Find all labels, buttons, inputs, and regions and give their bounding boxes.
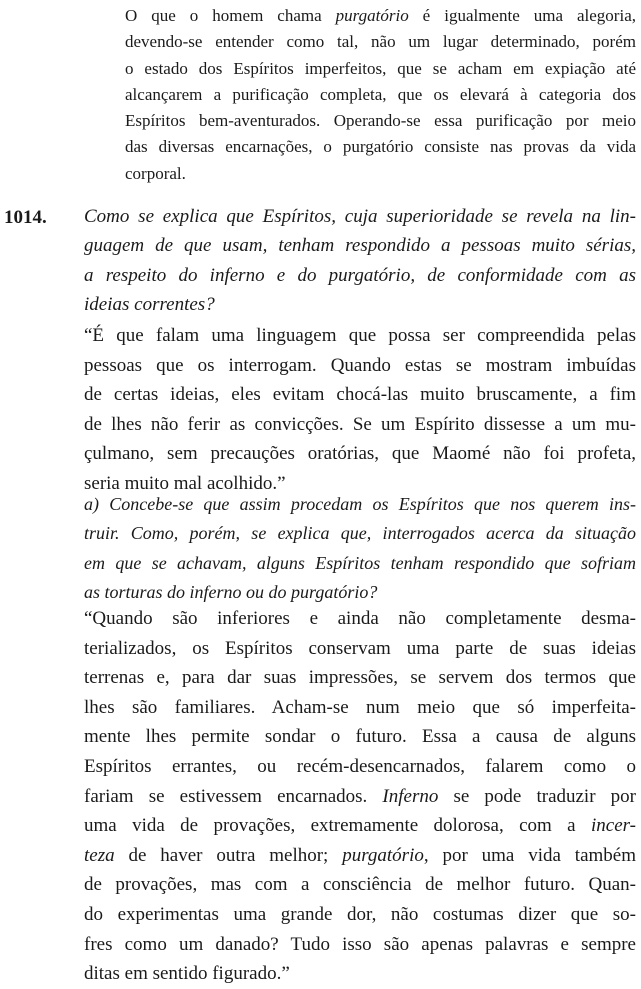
answer-line: terializados, os Espíritos conservam uma parte de suas ideias bbox=[84, 637, 636, 659]
subquestion-line: as torturas do inferno ou do purgatório? bbox=[84, 581, 378, 602]
answer-emphasis: Inferno bbox=[382, 785, 439, 807]
answer-paragraph bbox=[84, 321, 636, 499]
question-text bbox=[84, 202, 636, 320]
answer-line: fres como um danado? Tudo isso são apenas palavras e sempre bbox=[84, 933, 636, 955]
answer-line: Espíritos errantes, ou recém-desencarnados, falarem como o bbox=[84, 755, 636, 777]
answer-line bbox=[84, 811, 636, 841]
answer-line: de certas ideias, eles evitam chocá-las muito bruscamente, a fim bbox=[84, 384, 636, 406]
answer-line: ditas em sentido figurado.” bbox=[84, 963, 290, 985]
intro-line: Espíritos bem-aventurados. Operando-se essa purificação por meio bbox=[125, 111, 636, 131]
answer-line: de lhes não ferir as convicções. Se um Espírito dissesse a um mu- bbox=[84, 413, 636, 435]
answer-text: de haver outra melhor; bbox=[128, 844, 343, 866]
answer-text: , por uma vida também bbox=[423, 844, 636, 866]
question-line: Como se explica que Espíritos, cuja superioridade se revela na lin- bbox=[84, 206, 636, 227]
subquestion-line: a) Concebe-se que assim procedam os Espíritos que nos querem ins- bbox=[84, 494, 636, 514]
question-line: guagem de que usam, tenham respondido a pessoas muito sérias, bbox=[84, 235, 636, 257]
intro-paragraph bbox=[125, 3, 636, 187]
answer-emphasis: incer- bbox=[591, 815, 636, 837]
answer-text: se pode traduzir por bbox=[438, 785, 636, 807]
answer-text: uma vida de provações, extremamente dolorosa, com a bbox=[84, 815, 591, 837]
answer-line: çulmano, sem precauções oratórias, que Maomé não foi profeta, bbox=[84, 443, 636, 465]
intro-text: O que o homem chama bbox=[125, 6, 336, 25]
intro-text: é igualmente uma alegoria, bbox=[408, 6, 636, 25]
answer-line: seria muito mal acolhido.” bbox=[84, 472, 286, 494]
answer-line: “Quando são inferiores e ainda não completamente desma- bbox=[84, 608, 636, 629]
answer-line: de provações, mas com a consciência de melhor futuro. Quan- bbox=[84, 874, 636, 896]
answer-line: pessoas que os interrogam. Quando estas se mostram imbuídas bbox=[84, 354, 636, 376]
answer-emphasis: teza bbox=[84, 844, 115, 866]
intro-line: alcançarem a purificação completa, que os elevará à categoria dos bbox=[125, 84, 636, 104]
answer-paragraph bbox=[84, 604, 636, 989]
question-line: ideias correntes? bbox=[84, 294, 215, 316]
subquestion-text bbox=[84, 490, 636, 607]
intro-line: o estado dos Espíritos imperfeitos, que se acham em expiação até bbox=[125, 58, 636, 78]
answer-line: terrenas e, para dar suas impressões, se servem dos termos que bbox=[84, 667, 636, 689]
intro-line: das diversas encarnações, o purgatório consiste nas provas da vida bbox=[125, 137, 636, 157]
answer-line: do experimentas uma grande dor, não costumas dizer que so- bbox=[84, 903, 636, 925]
question-line: a respeito do inferno e do purgatório, de conformidade com as bbox=[84, 264, 636, 286]
intro-emphasis: purgatório bbox=[335, 6, 409, 25]
answer-emphasis: purgatório bbox=[342, 844, 424, 866]
intro-line bbox=[125, 3, 636, 29]
answer-line: lhes são familiares. Acham-se num meio que só imperfeita- bbox=[84, 696, 636, 718]
intro-line: corporal. bbox=[125, 163, 186, 183]
subquestion-line: truir. Como, porém, se explica que, interrogados acerca da situação bbox=[84, 523, 636, 544]
answer-line: “É que falam uma linguagem que possa ser compreendida pelas bbox=[84, 325, 636, 346]
subquestion-line: em que se achavam, alguns Espíritos tenham respondido que sofriam bbox=[84, 552, 636, 573]
answer-line: mente lhes permite sondar o futuro. Essa a causa de alguns bbox=[84, 726, 636, 748]
answer-line bbox=[84, 841, 636, 871]
intro-line: devendo-se entender como tal, não um lugar determinado, porém bbox=[125, 32, 636, 52]
question-number: 1014. bbox=[4, 207, 47, 228]
answer-line bbox=[84, 782, 636, 812]
answer-text: fariam se estivessem encarnados. bbox=[84, 785, 383, 807]
